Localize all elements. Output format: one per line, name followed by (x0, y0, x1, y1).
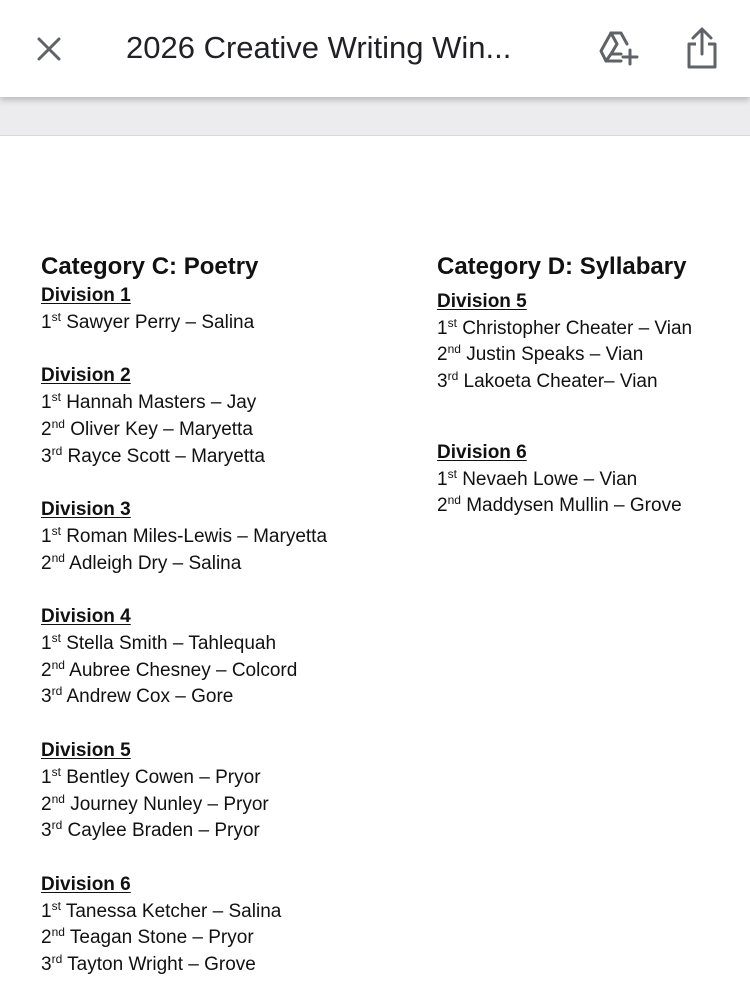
winner-name-school: Caylee Braden – Pryor (62, 820, 260, 842)
winner-entry (41, 444, 371, 471)
winner-name-school: Justin Speaks – Vian (460, 344, 644, 366)
place-number: 1 (437, 317, 448, 339)
winner-entry (41, 765, 371, 792)
winner-entry (41, 631, 371, 658)
place-number: 1 (41, 392, 52, 414)
winner-entry (41, 390, 371, 417)
winner-entry (41, 925, 371, 952)
place-number: 2 (41, 418, 52, 440)
winner-entry (41, 899, 371, 926)
place-number: 2 (437, 495, 448, 517)
winner-entry (41, 952, 371, 979)
winner-entry (437, 493, 750, 520)
place-suffix: rd (51, 952, 63, 967)
winner-entry (41, 551, 371, 578)
winner-name-school: Rayce Scott – Maryetta (62, 445, 265, 467)
winner-entry (437, 369, 750, 396)
category-column (41, 252, 371, 1006)
place-number: 1 (41, 311, 52, 333)
winner-name-school: Journey Nunley – Pryor (64, 793, 269, 815)
document-title: 2026 Creative Writing Win... (126, 30, 512, 65)
add-to-drive-icon (597, 30, 639, 68)
place-number: 2 (41, 659, 52, 681)
winner-name-school: Hannah Masters – Jay (60, 392, 257, 414)
place-number: 3 (41, 686, 52, 708)
division-block (41, 363, 371, 470)
place-number: 3 (41, 954, 52, 976)
division-heading: Division 1 (41, 285, 131, 306)
place-suffix: nd (51, 791, 65, 806)
division-heading: Division 4 (41, 606, 131, 628)
place-suffix: st (447, 315, 457, 330)
winner-name-school: Stella Smith – Tahlequah (60, 633, 277, 655)
category-heading: Category D: Syllabary (437, 253, 687, 280)
place-suffix: nd (51, 416, 65, 431)
winner-entry (41, 792, 371, 819)
place-number: 1 (41, 525, 52, 547)
add-to-drive-button[interactable] (596, 27, 640, 71)
winner-entry (437, 467, 750, 494)
division-heading: Division 6 (41, 873, 131, 895)
place-number: 3 (41, 445, 52, 467)
place-suffix: rd (51, 443, 63, 458)
document-page[interactable] (0, 136, 750, 999)
close-icon (35, 35, 63, 63)
winner-name-school: Roman Miles-Lewis – Maryetta (60, 525, 328, 547)
division-block (41, 604, 371, 711)
division-block (437, 440, 750, 520)
winner-name-school: Maddysen Mullin – Grove (460, 495, 682, 517)
division-block (41, 872, 371, 979)
place-suffix: st (447, 466, 457, 481)
winner-entry (437, 342, 750, 369)
place-number: 2 (41, 927, 52, 949)
winner-name-school: Christopher Cheater – Vian (456, 317, 693, 339)
winner-name-school: Tanessa Ketcher – Salina (60, 900, 282, 922)
winner-name-school: Adleigh Dry – Salina (64, 552, 242, 574)
place-number: 1 (41, 766, 52, 788)
place-suffix: st (51, 898, 61, 913)
place-suffix: rd (447, 369, 459, 384)
division-block (41, 283, 371, 336)
place-number: 1 (41, 900, 52, 922)
division-heading: Division 3 (41, 499, 131, 521)
share-icon (685, 26, 719, 70)
winner-entry (41, 417, 371, 444)
winner-name-school: Bentley Cowen – Pryor (60, 766, 261, 788)
division-heading: Division 2 (41, 365, 131, 387)
category-column (437, 252, 750, 564)
division-block (41, 497, 371, 577)
place-number: 2 (41, 552, 52, 574)
winner-name-school: Lakoeta Cheater– Vian (458, 371, 658, 393)
place-number: 2 (41, 793, 52, 815)
place-suffix: nd (447, 342, 461, 357)
place-suffix: nd (447, 493, 461, 508)
winner-name-school: Andrew Cox – Gore (62, 686, 234, 708)
winner-name-school: Sawyer Perry – Salina (60, 311, 255, 333)
place-suffix: st (51, 309, 61, 324)
place-number: 2 (437, 344, 448, 366)
place-suffix: st (51, 523, 61, 538)
place-number: 1 (41, 633, 52, 655)
winner-name-school: Teagan Stone – Pryor (64, 927, 254, 949)
place-suffix: st (51, 631, 61, 646)
winner-entry (41, 658, 371, 685)
winner-entry (41, 524, 371, 551)
winner-entry (41, 310, 371, 337)
winner-entry (41, 818, 371, 845)
category-heading: Category C: Poetry (41, 253, 259, 280)
winner-entry (437, 316, 750, 343)
place-suffix: nd (51, 550, 65, 565)
toolbar-strip (0, 97, 750, 136)
place-number: 1 (437, 468, 448, 490)
close-button[interactable] (30, 30, 68, 68)
place-suffix: st (51, 390, 61, 405)
place-suffix: nd (51, 657, 65, 672)
division-heading: Division 6 (437, 441, 527, 463)
top-app-bar (0, 0, 750, 97)
place-suffix: st (51, 764, 61, 779)
winner-name-school: Tayton Wright – Grove (62, 954, 256, 976)
winner-name-school: Nevaeh Lowe – Vian (456, 468, 638, 490)
winner-name-school: Oliver Key – Maryetta (64, 418, 253, 440)
place-number: 3 (437, 371, 448, 393)
share-button[interactable] (680, 24, 724, 72)
place-suffix: rd (51, 684, 63, 699)
place-suffix: rd (51, 818, 63, 833)
winner-entry (41, 684, 371, 711)
winner-name-school: Aubree Chesney – Colcord (64, 659, 298, 681)
place-suffix: nd (51, 925, 65, 940)
division-block (437, 289, 750, 396)
division-heading: Division 5 (41, 740, 131, 762)
division-heading: Division 5 (437, 291, 527, 312)
division-block (41, 738, 371, 845)
place-number: 3 (41, 820, 52, 842)
